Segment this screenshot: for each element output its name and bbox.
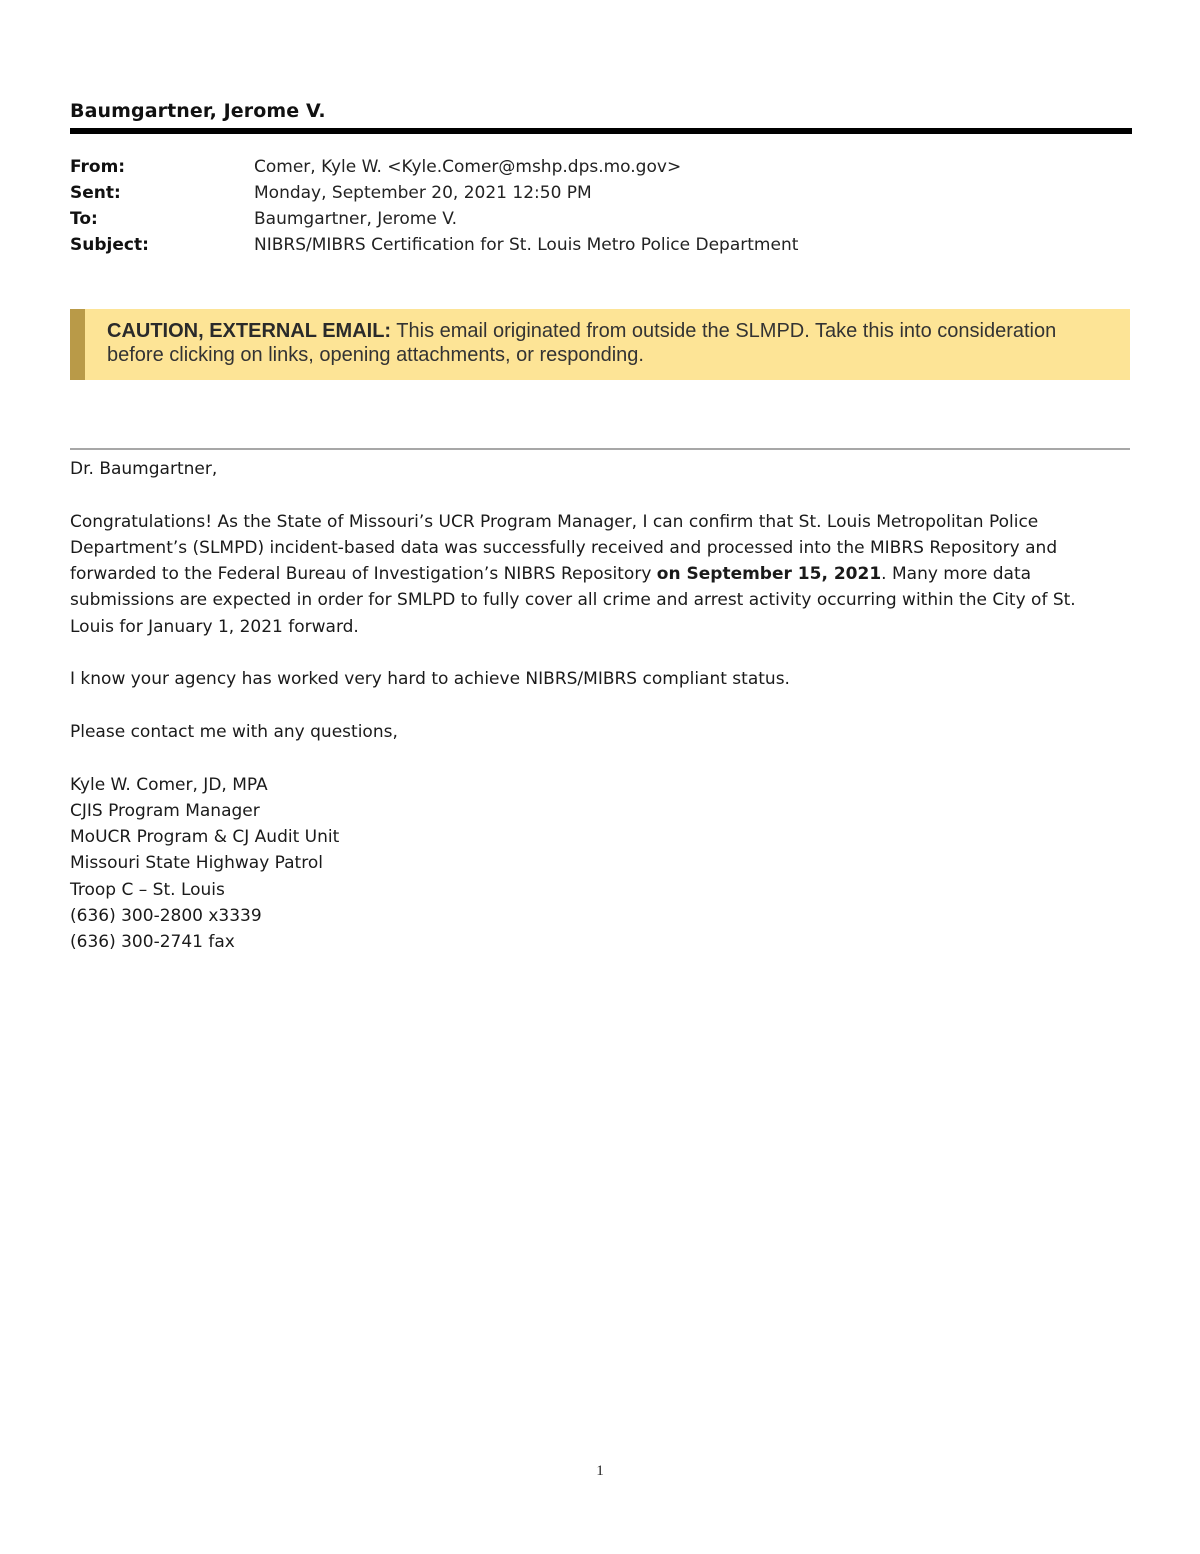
email-body xyxy=(70,456,1120,956)
paragraph-contact: Please contact me with any questions, xyxy=(70,721,398,742)
header-label: To: xyxy=(70,209,98,229)
greeting: Dr. Baumgartner, xyxy=(70,459,218,479)
external-email-banner xyxy=(70,309,1130,380)
header-value-sent: Monday, September 20, 2021 12:50 PM xyxy=(254,183,592,203)
signature-line: Kyle W. Comer, JD, MPA xyxy=(70,774,268,795)
header-value-to[interactable]: Baumgartner, Jerome V. xyxy=(254,209,458,229)
header-label: Subject: xyxy=(70,235,149,255)
signature-line: Troop C – St. Louis xyxy=(70,879,225,900)
signature-fax: (636) 300-2741 fax xyxy=(70,932,235,953)
paragraph-bold-date: on September 15, 2021 xyxy=(656,564,882,585)
header-label: From: xyxy=(70,157,126,177)
header-rule xyxy=(70,128,1132,134)
signature-line: Missouri State Highway Patrol xyxy=(70,853,323,874)
paragraph-compliance: I know your agency has worked very hard to achieve NIBRS/MIBRS compliant status. xyxy=(70,669,790,690)
email-headers xyxy=(70,154,1130,258)
header-sent xyxy=(70,180,1130,206)
header-to xyxy=(70,206,1130,232)
paragraph-text: . Many more data submissions are expected in order for SMLPD to fully cover all crime and arrest activity occurring within the City of St. Louis for January 1, 2021 forward. xyxy=(70,564,1076,637)
header-from xyxy=(70,154,1130,180)
paragraph-text: Congratulations! As the State of Missouri’s UCR Program Manager, I can confirm that St. Louis Metropolitan Police Department’s (SLMPD) incident-based data was successfully received and processed into the MIBRS Repository and forwarded to the Federal Bureau of Investigation’s NIBRS Repository xyxy=(70,511,1058,585)
signature-line: MoUCR Program & CJ Audit Unit xyxy=(70,827,340,848)
page-number: 1 xyxy=(596,1463,604,1479)
signature-phone: (636) 300-2800 x3339 xyxy=(70,906,262,927)
header-value-from[interactable]: Comer, Kyle W. <Kyle.Comer@mshp.dps.mo.gov> xyxy=(254,157,682,177)
signature-block xyxy=(70,772,1120,956)
header-label: Sent: xyxy=(70,183,121,203)
caution-title: CAUTION, EXTERNAL EMAIL: xyxy=(107,320,392,342)
header-value-subject: NIBRS/MIBRS Certification for St. Louis Metro Police Department xyxy=(254,235,799,255)
caution-text: This email originated from outside the SLMPD. Take this into consideration before clicking on links, opening attachments, or responding. xyxy=(107,320,1057,366)
header-subject xyxy=(70,232,1130,258)
body-divider xyxy=(70,448,1130,450)
signature-line: CJIS Program Manager xyxy=(70,800,260,821)
mailbox-owner: Baumgartner, Jerome V. xyxy=(70,100,326,122)
paragraph-confirmation xyxy=(70,509,1120,640)
